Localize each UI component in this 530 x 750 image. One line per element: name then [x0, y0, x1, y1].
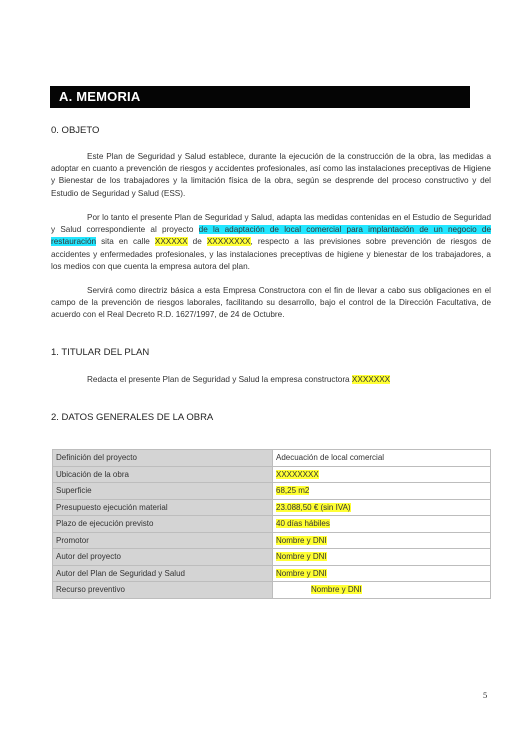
paragraph-objeto-2 — [51, 212, 491, 273]
table-row — [53, 532, 491, 549]
table-row — [53, 565, 491, 582]
page-number: 5 — [483, 690, 488, 700]
row-value-cell — [273, 565, 491, 582]
row-value: Nombre y DNI — [311, 585, 362, 595]
row-value-cell — [273, 466, 491, 483]
row-value-cell — [273, 549, 491, 566]
row-value: Nombre y DNI — [276, 552, 327, 562]
paragraph-text: Por lo tanto el presente Plan de Seguridad y Salud, adapta las medidas contenidas en el Estudio de Seguridad y Salud correspondiente al proyecto — [51, 213, 491, 235]
table-row — [53, 483, 491, 500]
row-value: 40 días hábiles — [276, 519, 330, 529]
paragraph-text: , respecto a las previsiones sobre prevención de riesgos de accidentes y enfermedades profesionales, y las instalaciones preceptivas de higiene y bienestar de los trabajadores, a los medios con que cuenta la empresa autora del plan. — [51, 237, 491, 271]
paragraph-text: Servirá como directriz básica a esta Empresa Constructora con el fin de llevar a cabo sus obligaciones en el campo de la prevención de riesgos laborales, facilitando su desarrollo, bajo el control de la Dirección Facultativa, de acuerdo con el Real Decreto R.D. 1627/1997, de 24 de Octubre. — [51, 286, 491, 320]
row-value-cell — [273, 499, 491, 516]
row-label: Promotor — [53, 532, 273, 549]
paragraph-text: sita en calle — [96, 237, 155, 247]
row-label: Plazo de ejecución previsto — [53, 516, 273, 533]
row-label: Definición del proyecto — [53, 450, 273, 467]
paragraph-objeto-1 — [51, 151, 491, 200]
row-label: Presupuesto ejecución material — [53, 499, 273, 516]
paragraph-text: Este Plan de Seguridad y Salud establece, durante la ejecución de la construcción de la obra, las medidas a adoptar en cuanto a prevención de riesgos y accidentes profesionales, así como las instalaciones preceptivas de Higiene y Bienestar de los trabajadores y la limitación física de la obra, según se desprende del proceso constructivo y del Estudio de Seguridad y Salud (ESS). — [51, 152, 491, 198]
paragraph-text: de — [187, 237, 207, 247]
row-value-cell — [273, 582, 491, 599]
heading-datos: 2. DATOS GENERALES DE LA OBRA — [51, 412, 214, 423]
highlight-empresa: XXXXXXX — [351, 375, 391, 384]
table-row — [53, 466, 491, 483]
row-value-cell — [273, 450, 491, 467]
row-label: Autor del Plan de Seguridad y Salud — [53, 565, 273, 582]
table-row — [53, 499, 491, 516]
row-value: Nombre y DNI — [276, 535, 327, 545]
row-value: 68,25 m2 — [276, 486, 310, 496]
paragraph-text: Redacta el presente Plan de Seguridad y Salud la empresa constructora — [87, 375, 352, 384]
table-row — [53, 582, 491, 599]
table-row — [53, 516, 491, 533]
paragraph-titular — [51, 374, 491, 386]
heading-objeto: 0. OBJETO — [51, 125, 100, 136]
highlight-proyecto: de la adaptación de local comercial para implantación de un negocio de restauración — [51, 225, 491, 247]
row-value-cell — [273, 483, 491, 500]
table-row — [53, 549, 491, 566]
row-value-cell — [273, 532, 491, 549]
paragraph-objeto-3 — [51, 285, 491, 322]
row-label: Ubicación de la obra — [53, 466, 273, 483]
row-value: Adecuación de local comercial — [276, 453, 385, 463]
highlight-calle: XXXXXX — [154, 237, 188, 247]
row-label: Superficie — [53, 483, 273, 500]
highlight-localidad: XXXXXXXX — [206, 237, 251, 247]
row-value: Nombre y DNI — [276, 568, 327, 578]
section-banner: A. MEMORIA — [50, 86, 470, 108]
row-label: Autor del proyecto — [53, 549, 273, 566]
row-value-cell — [273, 516, 491, 533]
datos-obra-table — [52, 449, 491, 599]
row-value: 23.088,50 € (sin IVA) — [276, 502, 351, 512]
datos-obra-body — [53, 450, 491, 599]
row-value: XXXXXXXX — [276, 469, 319, 479]
heading-titular: 1. TITULAR DEL PLAN — [51, 347, 150, 358]
row-label: Recurso preventivo — [53, 582, 273, 599]
table-row — [53, 450, 491, 467]
